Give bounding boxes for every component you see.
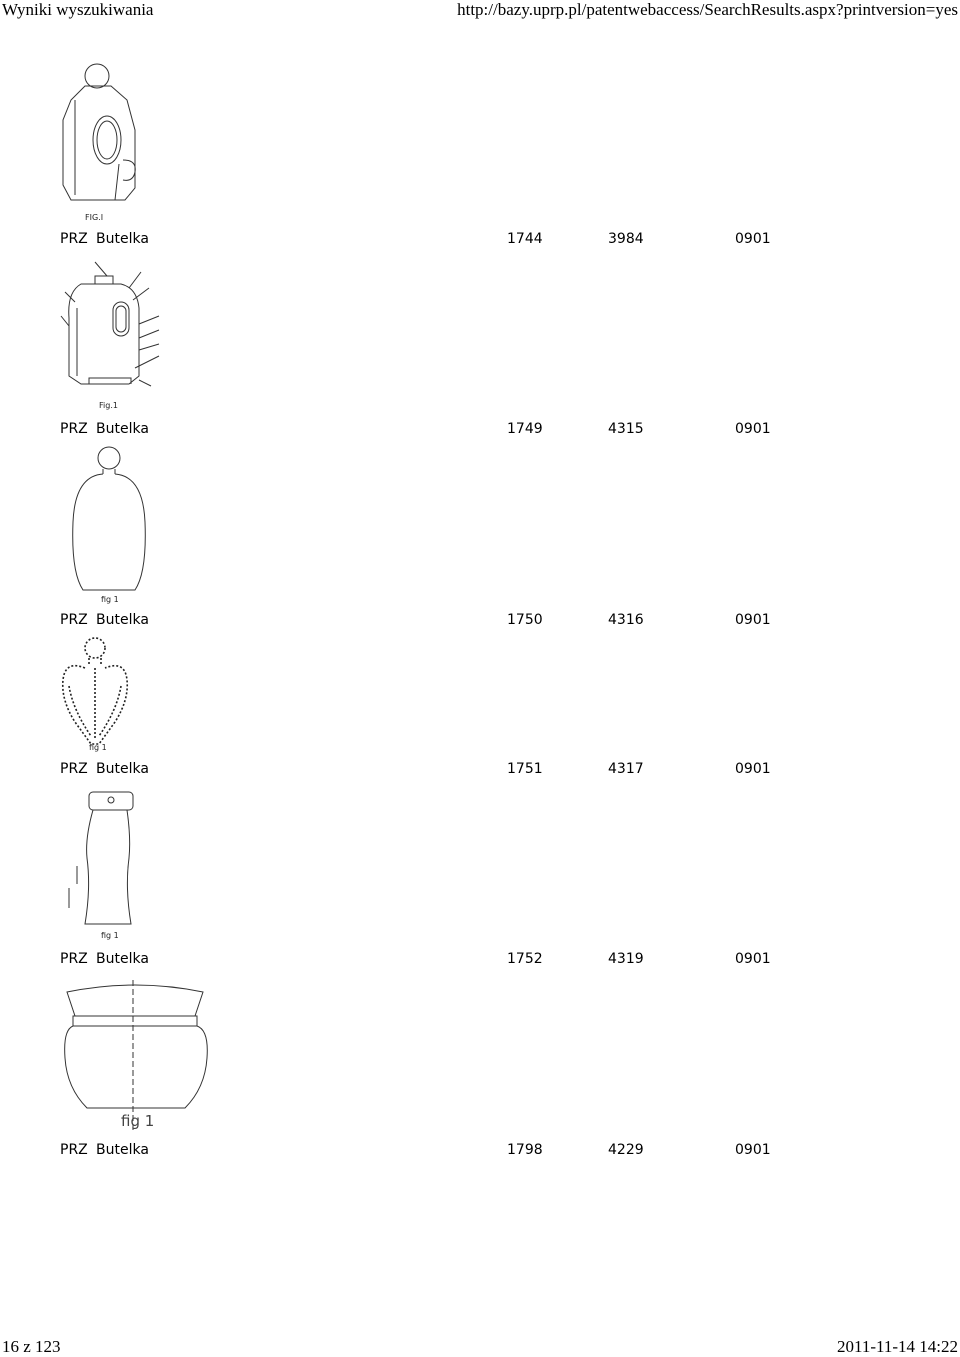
record-number: 1744	[507, 231, 543, 247]
print-timestamp: 2011-11-14 14:22	[836, 1337, 958, 1356]
record-class: 0901	[735, 1142, 771, 1158]
design-drawing-1751	[55, 630, 145, 752]
record-class: 0901	[735, 761, 771, 777]
design-drawing-1798	[55, 978, 215, 1138]
design-drawing-1744	[55, 60, 165, 225]
page-counter: 16 z 123	[2, 1337, 61, 1356]
figure-caption: fig 1	[101, 595, 119, 604]
record-number: 1752	[507, 951, 543, 967]
record-class: 0901	[735, 951, 771, 967]
record-type: PRZ	[60, 231, 88, 247]
record-name: Butelka	[96, 231, 149, 247]
record-code: 4315	[608, 421, 644, 437]
figure-caption: fig 1	[89, 743, 107, 752]
record-name: Butelka	[96, 612, 149, 628]
record-code: 4316	[608, 612, 644, 628]
print-header-title: Wyniki wyszukiwania	[2, 0, 154, 19]
record-type: PRZ	[60, 761, 88, 777]
record-type: PRZ	[60, 1142, 88, 1158]
record-type: PRZ	[60, 421, 88, 437]
record-class: 0901	[735, 612, 771, 628]
record-code: 4229	[608, 1142, 644, 1158]
design-drawing-1749	[55, 258, 185, 413]
record-code: 4319	[608, 951, 644, 967]
record-number: 1798	[507, 1142, 543, 1158]
record-name: Butelka	[96, 951, 149, 967]
print-header-url: http://bazy.uprp.pl/patentwebaccess/SearchResults.aspx?printversion=yes	[457, 0, 958, 19]
record-number: 1749	[507, 421, 543, 437]
record-name: Butelka	[96, 421, 149, 437]
design-drawing-1752	[55, 788, 155, 943]
record-name: Butelka	[96, 1142, 149, 1158]
record-number: 1751	[507, 761, 543, 777]
record-type: PRZ	[60, 951, 88, 967]
design-drawing-1750	[55, 442, 165, 604]
figure-caption: Fig.1	[99, 401, 118, 410]
figure-caption: fig 1	[101, 931, 119, 940]
record-code: 4317	[608, 761, 644, 777]
figure-caption: FIG.I	[85, 213, 104, 222]
record-code: 3984	[608, 231, 644, 247]
record-class: 0901	[735, 421, 771, 437]
record-name: Butelka	[96, 761, 149, 777]
figure-caption: fig 1	[121, 1112, 155, 1130]
record-class: 0901	[735, 231, 771, 247]
record-number: 1750	[507, 612, 543, 628]
record-type: PRZ	[60, 612, 88, 628]
